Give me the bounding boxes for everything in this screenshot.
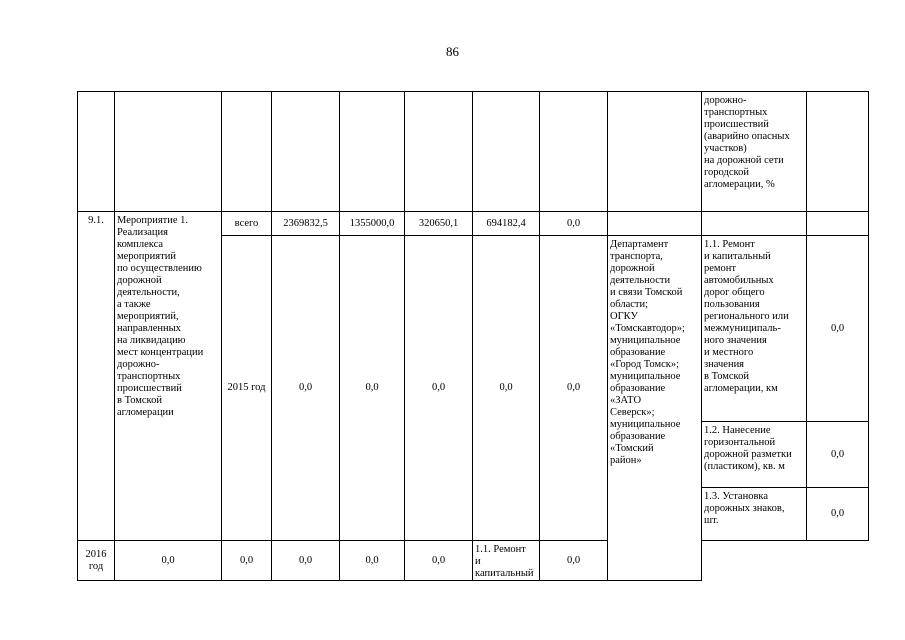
- year-label-cell: 2015 год: [222, 236, 272, 541]
- year-label-cell: 2016 год: [78, 541, 115, 581]
- indicator-text-cell: 1.1. Ремонт и капитальный ремонт автомобильных дорог общего пользования регионального или межмуниципаль- ного значения и местного значения в Томской агломерации, км: [702, 236, 807, 422]
- value-cell: 0,0: [405, 236, 473, 541]
- value-cell: 2369832,5: [272, 212, 340, 236]
- value-cell: 0,0: [272, 236, 340, 541]
- indicator-value-cell: 0,0: [807, 236, 869, 422]
- table-row-2016: [78, 541, 869, 581]
- indicator-value-cell: 0,0: [807, 422, 869, 488]
- value-cell: 0,0: [540, 236, 608, 541]
- indicator-value-cell: 0,0: [540, 541, 608, 581]
- indicator-text-cell: 1.2. Нанесение горизонтальной дорожной разметки (пластиком), кв. м: [702, 422, 807, 488]
- cell-empty: [222, 92, 272, 212]
- indicator-text-cell: 1.1. Ремонт и капитальный: [473, 541, 540, 581]
- page-number: 86: [446, 44, 459, 59]
- cell-empty: [807, 212, 869, 236]
- cell-empty: [608, 92, 702, 212]
- row-number-cell: 9.1.: [78, 212, 115, 541]
- table-row-total: [78, 212, 869, 236]
- indicator-value-cell: 0,0: [807, 488, 869, 541]
- value-cell: 320650,1: [405, 212, 473, 236]
- year-label-cell: всего: [222, 212, 272, 236]
- value-cell: 0,0: [405, 541, 473, 581]
- cell-empty: [807, 92, 869, 212]
- cell-empty: [272, 92, 340, 212]
- cell-empty: [115, 92, 222, 212]
- value-cell: 1355000,0: [340, 212, 405, 236]
- value-cell: 0,0: [115, 541, 222, 581]
- cell-empty: [473, 92, 540, 212]
- value-cell: 0,0: [272, 541, 340, 581]
- cell-empty: [608, 212, 702, 236]
- value-cell: 0,0: [473, 236, 540, 541]
- table-row-continuation: [78, 92, 869, 212]
- indicator-text-cell: 1.3. Установка дорожных знаков, шт.: [702, 488, 807, 541]
- value-cell: 0,0: [540, 212, 608, 236]
- value-cell: 0,0: [222, 541, 272, 581]
- cell-empty: [405, 92, 473, 212]
- value-cell: 694182,4: [473, 212, 540, 236]
- cell-empty: [78, 92, 115, 212]
- cell-empty: [702, 212, 807, 236]
- cell-empty: [340, 92, 405, 212]
- executors-cell: Департамент транспорта, дорожной деятельности и связи Томской области; ОГКУ «Томскавтодор»; муниципальное образование «Город Томск»; муниципальное образование «ЗАТО Северск»; муниципальное образование «Томский район»: [608, 236, 702, 581]
- value-cell: 0,0: [340, 236, 405, 541]
- measure-name-cell: Мероприятие 1. Реализация комплекса мероприятий по осуществлению дорожной деятельности, а также мероприятий, направленных на ликвидацию мест концентрации дорожно- транспортных происшествий в Томской агломерации: [115, 212, 222, 541]
- program-table: [77, 91, 869, 581]
- indicator-text-cell: дорожно- транспортных происшествий (аварийно опасных участков) на дорожной сети городской агломерации, %: [702, 92, 807, 212]
- cell-empty: [540, 92, 608, 212]
- value-cell: 0,0: [340, 541, 405, 581]
